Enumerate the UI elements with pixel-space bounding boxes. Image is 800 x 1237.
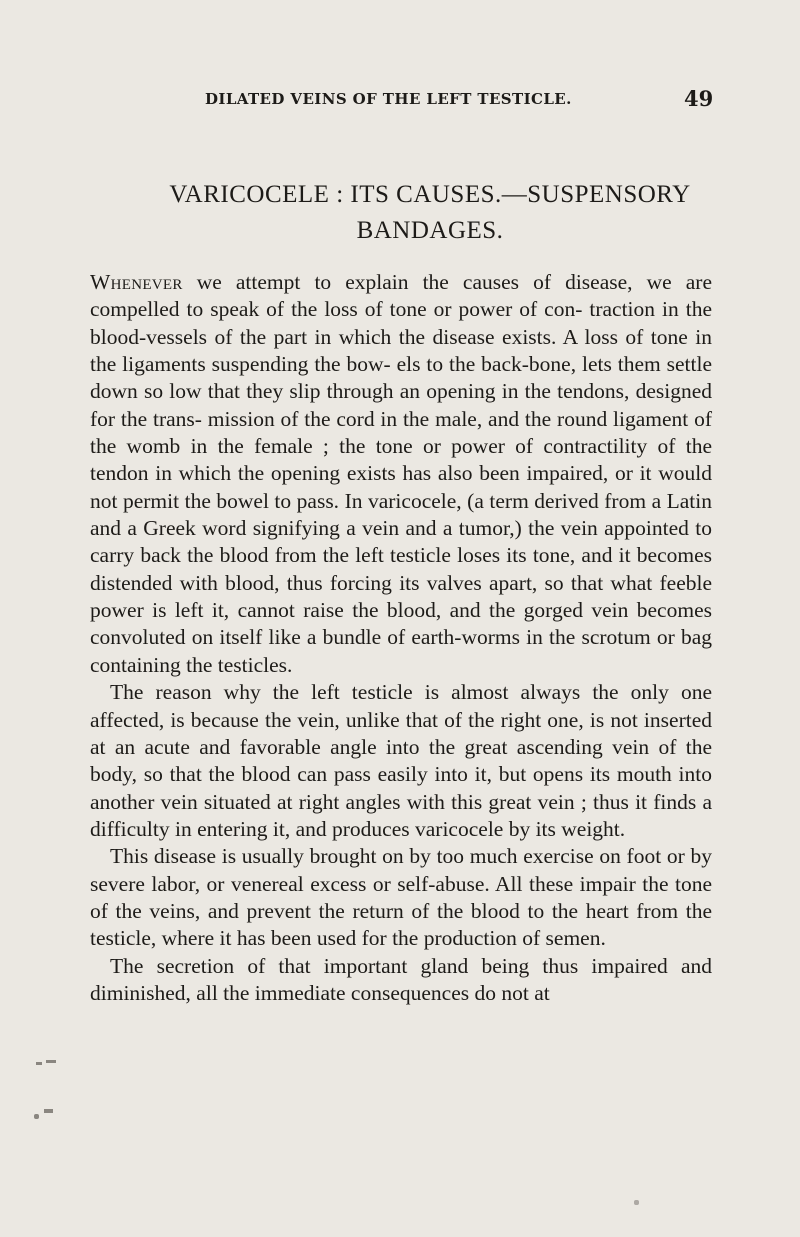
page-number: 49 xyxy=(684,86,714,111)
lead-word: Whenever xyxy=(90,270,183,294)
paragraph-1 xyxy=(90,269,712,679)
margin-mark xyxy=(46,1060,56,1063)
margin-mark xyxy=(34,1114,39,1119)
margin-mark xyxy=(44,1109,53,1113)
body-text xyxy=(90,269,712,1007)
chapter-title-line-1: VARICOCELE : ITS CAUSES.—SUSPENSORY xyxy=(169,181,691,208)
chapter-title-line-2: BANDAGES. xyxy=(356,217,504,244)
paragraph-1-text: we attempt to explain the causes of disease, we are compelled to speak of the loss of tone or power of con- traction in the blood-vessels of the part in which the disease exists. A loss of tone in the ligaments suspending the bow- els to the back-bone, lets them settle down so low that they slip through an opening in the tendons, designed for the trans- mission of the cord in the male, and the round ligament of the womb in the female ; the tone or power of contractility of the tendon in which the opening exists has also been impaired, or it would not permit the bowel to pass. In varicocele, (a term derived from a Latin and a Greek word signifying a vein and a tumor,) the vein appointed to carry back the blood from the left testicle loses its tone, and it becomes distended with blood, thus forcing its valves apart, so that what feeble power is left it, cannot raise the blood, and the gorged vein becomes convoluted on itself like a bundle of earth-worms in the scrotum or bag containing the testicles. xyxy=(90,270,712,677)
chapter-title xyxy=(150,177,710,249)
margin-mark xyxy=(36,1062,42,1065)
running-header: DILATED VEINS OF THE LEFT TESTICLE. xyxy=(205,90,572,108)
paragraph-3: This disease is usually brought on by too much exercise on foot or by severe labor, or venereal excess or self-abuse. All these impair the tone of the veins, and prevent the return of the blood to the heart from the testicle, where it has been used for the production of semen. xyxy=(90,844,712,951)
margin-mark xyxy=(634,1200,639,1205)
paragraph-2: The reason why the left testicle is almost always the only one affected, is because the vein, unlike that of the right one, is not inserted at an acute and favorable angle into the great ascending vein of the body, so that the blood can pass easily into it, but opens its mouth into another vein situated at right angles with this great vein ; thus it finds a difficulty in entering it, and produces varicocele by its weight. xyxy=(90,680,712,841)
paragraph-4: The secretion of that important gland being thus impaired and diminished, all the immediate consequences do not at xyxy=(90,953,712,1005)
